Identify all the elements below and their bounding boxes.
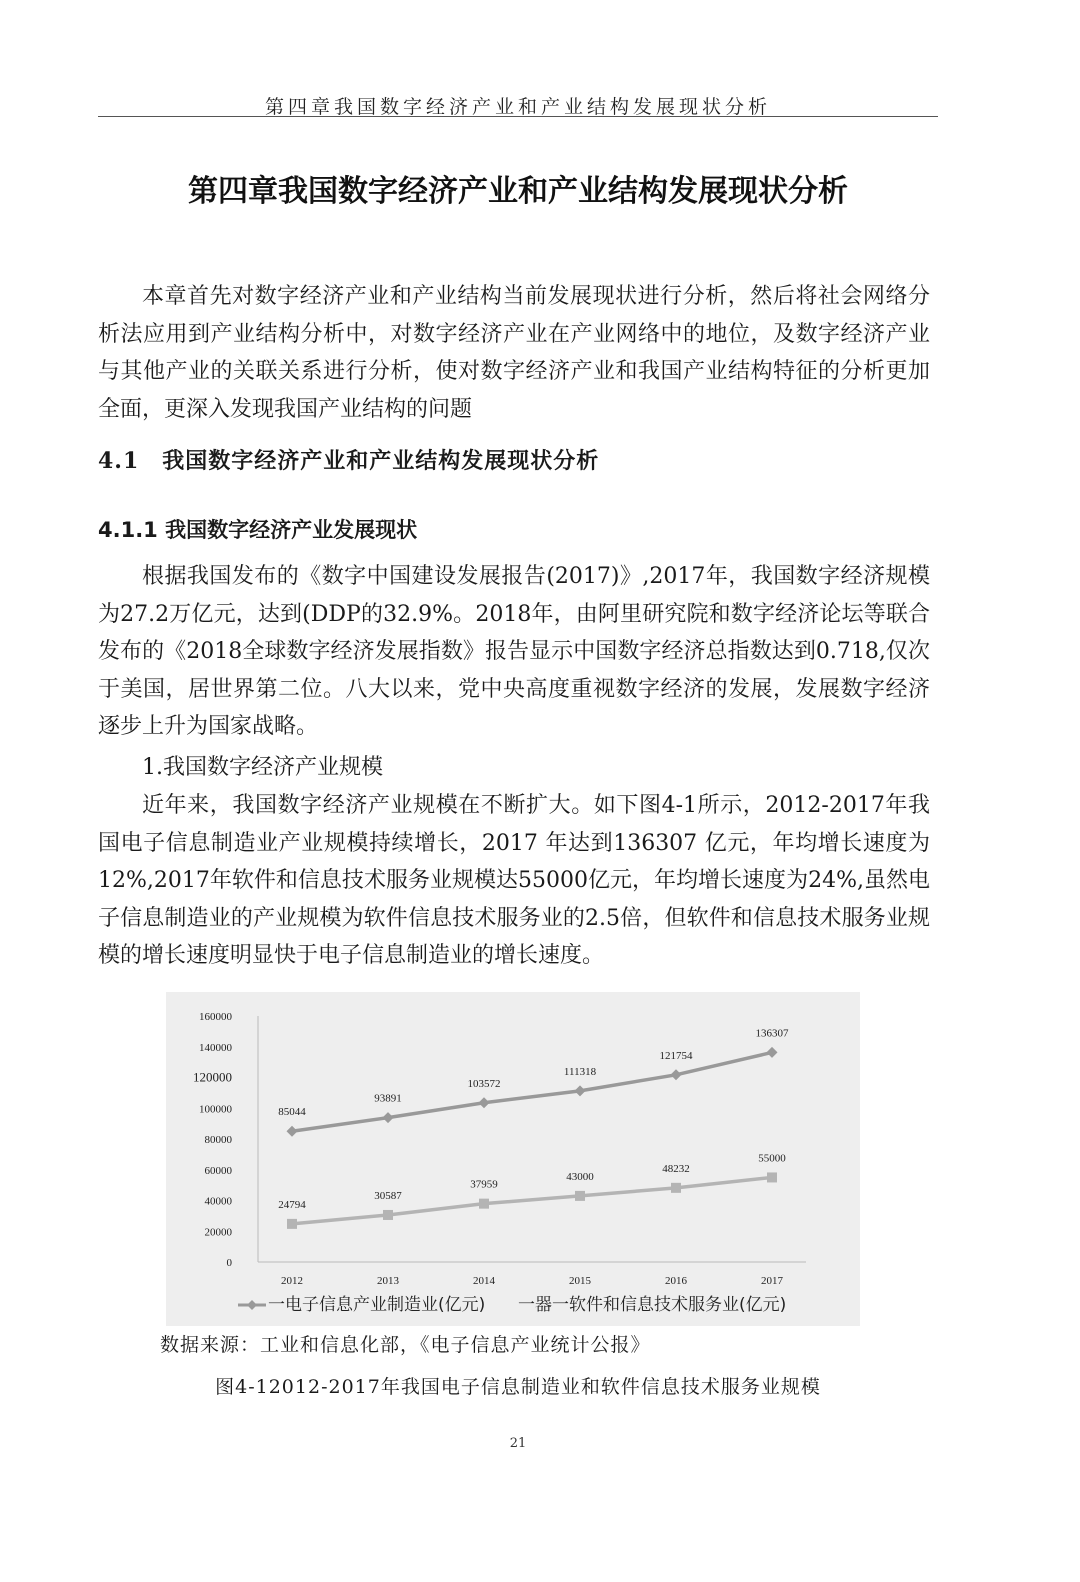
y-tick-label: 80000 — [204, 1134, 232, 1146]
legend-label: 一器一软件和信息技术服务业(亿元) — [518, 1295, 787, 1315]
series-line — [292, 1177, 772, 1223]
data-point — [671, 1069, 682, 1080]
x-tick-label: 2013 — [377, 1275, 399, 1287]
data-point — [479, 1199, 489, 1209]
data-label: 85044 — [278, 1106, 306, 1119]
data-label: 43000 — [566, 1170, 594, 1183]
x-tick-label: 2016 — [665, 1275, 687, 1287]
y-tick-label: 60000 — [204, 1164, 232, 1177]
scale-paragraph: 近年来，我国数字经济产业规模在不断扩大。如下图4-1所示，2012-2017年我国电子信息制造业产业规模持续增长，2017 年达到136307 亿元，年均增长速度为12%,2017年软件和信息技术服务业规模达55000亿元，年均增长速度为24%,虽然电子信息制造业的产业规模为软件信息技术服务业的2.5倍，但软件和信息技术服务业规模的增长速度明显快于电子信息制造业的增长速度。 — [98, 793, 930, 968]
subsection-heading-4-1-1: 4.1.1 我国数字经济产业发展现状 — [98, 518, 418, 542]
report-paragraph: 根据我国发布的《数字中国建设发展报告(2017)》,2017年，我国数字经济规模为27.2万亿元，达到(DDP的32.9%。2018年，由阿里研究院和数字经济论坛等联合发布的《2018全球数字经济发展指数》报告显示中国数字经济总指数达到0.718,仅次于美国，居世界第二位。八大以来，党中央高度重视数字经济的发展，发展数字经济逐步上升为国家战略。 — [98, 564, 930, 739]
y-tick-label: 20000 — [204, 1226, 232, 1239]
y-tick-label: 140000 — [199, 1041, 232, 1054]
data-label: 30587 — [374, 1189, 402, 1202]
data-label: 24794 — [278, 1198, 306, 1211]
data-point — [671, 1183, 681, 1193]
data-label: 111318 — [563, 1065, 597, 1078]
header-rule — [98, 116, 938, 117]
x-tick-label: 2015 — [569, 1275, 591, 1287]
intro-paragraph: 本章首先对数字经济产业和产业结构当前发展现状进行分析，然后将社会网络分析法应用到产业结构分析中，对数字经济产业在产业网络中的地位，及数字经济产业与其他产业的关联关系进行分析，使对数字经济产业和我国产业结构特征的分析更加全面，更深入发现我国产业结构的问题 — [98, 284, 930, 422]
data-label: 48232 — [662, 1162, 690, 1175]
data-point — [287, 1219, 297, 1229]
page-number: 21 — [509, 1436, 527, 1451]
y-tick-label: 40000 — [204, 1195, 232, 1208]
data-label: 55000 — [758, 1152, 786, 1165]
data-label: 136307 — [755, 1027, 789, 1040]
running-header: 第四章我国数字经济产业和产业结构发展现状分析 — [264, 96, 771, 118]
figure-source: 数据来源：工业和信息化部，《电子信息产业统计公报》 — [160, 1334, 651, 1356]
data-point — [767, 1172, 777, 1182]
data-point — [383, 1210, 393, 1220]
data-point — [767, 1047, 778, 1058]
section-heading-4-1: 4.1 我国数字经济产业和产业结构发展现状分析 — [98, 448, 600, 474]
data-label: 103572 — [467, 1077, 501, 1090]
y-tick-label: 100000 — [199, 1103, 232, 1116]
x-tick-label: 2017 — [761, 1275, 783, 1287]
data-label: 121754 — [659, 1049, 693, 1062]
data-label: 93891 — [374, 1092, 402, 1105]
line-chart — [166, 992, 860, 1326]
data-point — [287, 1126, 298, 1137]
x-tick-label: 2014 — [473, 1275, 495, 1287]
item-heading-scale: 1.我国数字经济产业规模 — [142, 755, 383, 780]
y-tick-label: 120000 — [193, 1069, 232, 1085]
figure-caption: 图4-12012-2017年我国电子信息制造业和软件信息技术服务业规模 — [215, 1376, 821, 1398]
x-tick-label: 2012 — [281, 1275, 303, 1287]
y-tick-label: 160000 — [199, 1011, 232, 1023]
y-tick-label: 0 — [226, 1257, 232, 1269]
legend-label: 一电子信息产业制造业(亿元) — [268, 1295, 486, 1315]
data-point — [575, 1191, 585, 1201]
data-label: 37959 — [470, 1178, 498, 1191]
figure-chart — [166, 992, 860, 1326]
data-point — [575, 1085, 586, 1096]
data-point — [479, 1097, 490, 1108]
series-line — [292, 1049, 772, 1131]
chapter-title: 第四章我国数字经济产业和产业结构发展现状分析 — [188, 174, 848, 209]
legend-marker — [247, 1300, 257, 1310]
data-point — [383, 1112, 394, 1123]
